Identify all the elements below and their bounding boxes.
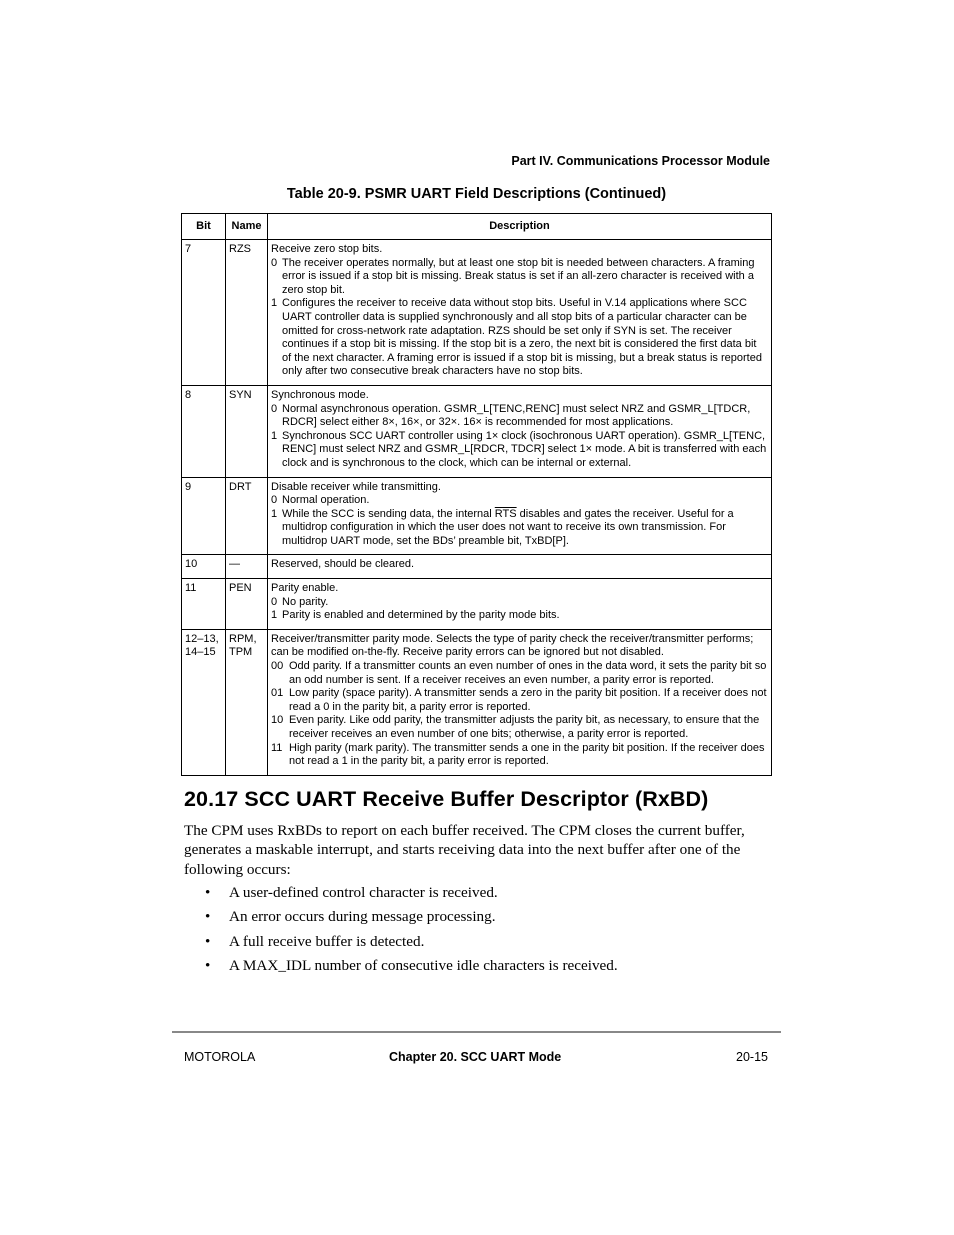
- table-row-syn: [182, 385, 772, 477]
- description-cell: [268, 629, 772, 775]
- name-cell: [226, 629, 268, 775]
- option-code: 10: [271, 714, 284, 727]
- option-item: [271, 257, 767, 298]
- table-row-reserved: [182, 555, 772, 579]
- list-item-text: A MAX_IDL number of consecutive idle characters is received.: [229, 956, 618, 974]
- description-cell: [268, 477, 772, 555]
- bullet-marker: •: [205, 884, 211, 901]
- option-text: Low parity (space parity). A transmitter sends a zero in the parity bit position. If a receiver does not read a 0 in the parity bit, a parity error is reported.: [289, 687, 767, 713]
- column-header-name: Name: [226, 214, 268, 240]
- name-line: RPM,: [229, 632, 257, 645]
- option-item: [271, 508, 767, 549]
- option-code: 1: [271, 429, 278, 442]
- option-item: [271, 660, 767, 687]
- bit-cell: 11: [182, 579, 226, 630]
- option-item: [271, 494, 767, 508]
- list-item: [205, 957, 618, 981]
- option-item: [271, 403, 767, 430]
- name-cell: RZS: [226, 240, 268, 386]
- list-item-text: An error occurs during message processing.: [229, 908, 496, 926]
- table-row-rpm-tpm: [182, 629, 772, 775]
- description-cell: [268, 579, 772, 630]
- option-item: [271, 297, 767, 379]
- option-code: 00: [271, 660, 284, 673]
- list-item-text: A user-defined control character is received.: [229, 884, 498, 901]
- bit-cell: 7: [182, 240, 226, 386]
- option-code: 1: [271, 507, 278, 520]
- option-item: [271, 714, 767, 741]
- name-cell: PEN: [226, 579, 268, 630]
- option-item: [271, 687, 767, 714]
- name-line: TPM: [229, 646, 253, 659]
- option-code: 1: [271, 609, 278, 622]
- bit-cell: 8: [182, 385, 226, 477]
- description-cell: [268, 240, 772, 386]
- table-header-row: [182, 214, 772, 240]
- option-code: 01: [271, 687, 284, 700]
- bit-cell: 10: [182, 555, 226, 579]
- option-text-post: disables and gates the receiver. Useful for a multidrop configuration in which the user does not want to receive its own transmission. For multidrop UART mode, set the BDs’ preamble bit, TxBD[P].: [282, 507, 734, 547]
- field-description-table: [181, 213, 772, 776]
- description-lead: Reserved, should be cleared.: [271, 558, 415, 571]
- description-lead: Disable receiver while transmitting.: [271, 480, 441, 493]
- name-cell: SYN: [226, 385, 268, 477]
- description-lead: Synchronous mode.: [271, 388, 369, 401]
- option-item: [271, 430, 767, 471]
- option-text: No parity.: [282, 595, 329, 608]
- option-text: High parity (mark parity). The transmitter sends a one in the parity bit position. If the receiver does not read a 1 in the parity bit, a parity error is reported.: [289, 741, 765, 768]
- option-text: Even parity. Like odd parity, the transmitter adjusts the parity bit, as necessary, to ensure that the receiver receives an even number of one bits; otherwise, a parity error is reported.: [289, 714, 760, 740]
- list-item: [205, 908, 618, 932]
- bit-cell: [182, 629, 226, 775]
- column-header-description: Description: [268, 214, 772, 240]
- name-cell: —: [226, 555, 268, 579]
- footer-chapter-title: Chapter 20. SCC UART Mode: [389, 1050, 562, 1064]
- table-row-drt: [182, 477, 772, 555]
- description-lead: Receive zero stop bits.: [271, 243, 383, 255]
- option-text: Normal operation.: [282, 494, 370, 507]
- list-item: [205, 933, 618, 957]
- name-cell: DRT: [226, 477, 268, 555]
- bullet-list: [205, 884, 618, 981]
- table-row-pen: [182, 579, 772, 630]
- rts-signal: $\overline{RTS}$: [494, 507, 517, 520]
- footer-company: MOTOROLA: [184, 1050, 256, 1064]
- bullet-marker: •: [205, 932, 211, 950]
- running-header: Part IV. Communications Processor Module: [511, 154, 770, 168]
- description-lead: Parity enable.: [271, 582, 339, 595]
- option-text: Odd parity. If a transmitter counts an even number of ones in the data word, it sets the parity bit so an odd number is sent. If a receiver receives an even number, a parity error is reported.: [289, 660, 767, 686]
- footer-rule: [172, 1031, 781, 1033]
- list-item-text: A full receive buffer is detected.: [229, 932, 425, 950]
- bit-cell: 9: [182, 477, 226, 555]
- bit-line: 14–15: [185, 646, 216, 659]
- option-code: 0: [271, 595, 278, 608]
- option-text-pre: While the SCC is sending data, the internal: [282, 507, 495, 520]
- option-text: Normal asynchronous operation. GSMR_L[TENC,RENC] must select NRZ and GSMR_L[TDCR, RDCR] select either 8×, 16×, or 32×. 16× is recommended for most applications.: [282, 402, 751, 429]
- option-text: [282, 508, 767, 549]
- bit-line: 12–13,: [185, 632, 219, 645]
- list-item: [205, 884, 618, 908]
- option-code: 0: [271, 494, 278, 507]
- description-lead: Receiver/transmitter parity mode. Selects the type of parity check the receiver/transmitter performs; can be modified on-the-fly. Receive parity errors can be ignored but not disabled.: [271, 632, 754, 659]
- section-heading: 20.17 SCC UART Receive Buffer Descriptor (RxBD): [184, 787, 709, 811]
- section-body-paragraph: The CPM uses RxBDs to report on each buffer received. The CPM closes the current buffer, generates a maskable interrupt, and starts receiving data into the next buffer after one of the following occurs:: [184, 822, 745, 878]
- option-code: 1: [271, 297, 278, 310]
- option-text: The receiver operates normally, but at least one stop bit is needed between characters. A framing error is issued if a stop bit is missing. Break status is set if an all-zero character is received with a zero stop bit.: [282, 256, 755, 296]
- option-text: Synchronous SCC UART controller using 1× clock (isochronous UART operation). GSMR_L[TENC, RENC] must select NRZ and GSMR_L[RDCR, TDCR] select 1× mode. A bit is transferred with each clock and is synchronous to the clock, which can be internal or external.: [282, 429, 767, 469]
- option-text: Configures the receiver to receive data without stop bits. Useful in V.14 applications where SCC UART controller data is supplied synchronously and all stop bits of a particular character can be omitted for cross-network rate adaptation. RZS should be set only if SYN is set. The receiver continues if a stop bit is missing. If the stop bit is a zero, the next bit is considered the first data bit of the next character. A framing error is issued if a stop bit is missing, but a break status is reported only after two consecutive break characters have no stop bits.: [282, 297, 762, 378]
- table-row-rzs: [182, 240, 772, 386]
- option-item: [271, 742, 767, 769]
- option-text: Parity is enabled and determined by the parity mode bits.: [282, 609, 560, 622]
- option-item: [271, 609, 767, 623]
- bullet-marker: •: [205, 956, 211, 974]
- bullet-marker: •: [205, 908, 211, 926]
- option-code: 0: [271, 256, 278, 269]
- table-caption: Table 20-9. PSMR UART Field Descriptions (Continued): [286, 186, 667, 202]
- description-cell: [268, 555, 772, 579]
- footer-page-number: 20-15: [736, 1050, 768, 1064]
- option-item: [271, 596, 767, 610]
- option-code: 11: [271, 741, 283, 754]
- option-code: 0: [271, 402, 278, 415]
- description-cell: [268, 385, 772, 477]
- column-header-bit: Bit: [182, 214, 226, 240]
